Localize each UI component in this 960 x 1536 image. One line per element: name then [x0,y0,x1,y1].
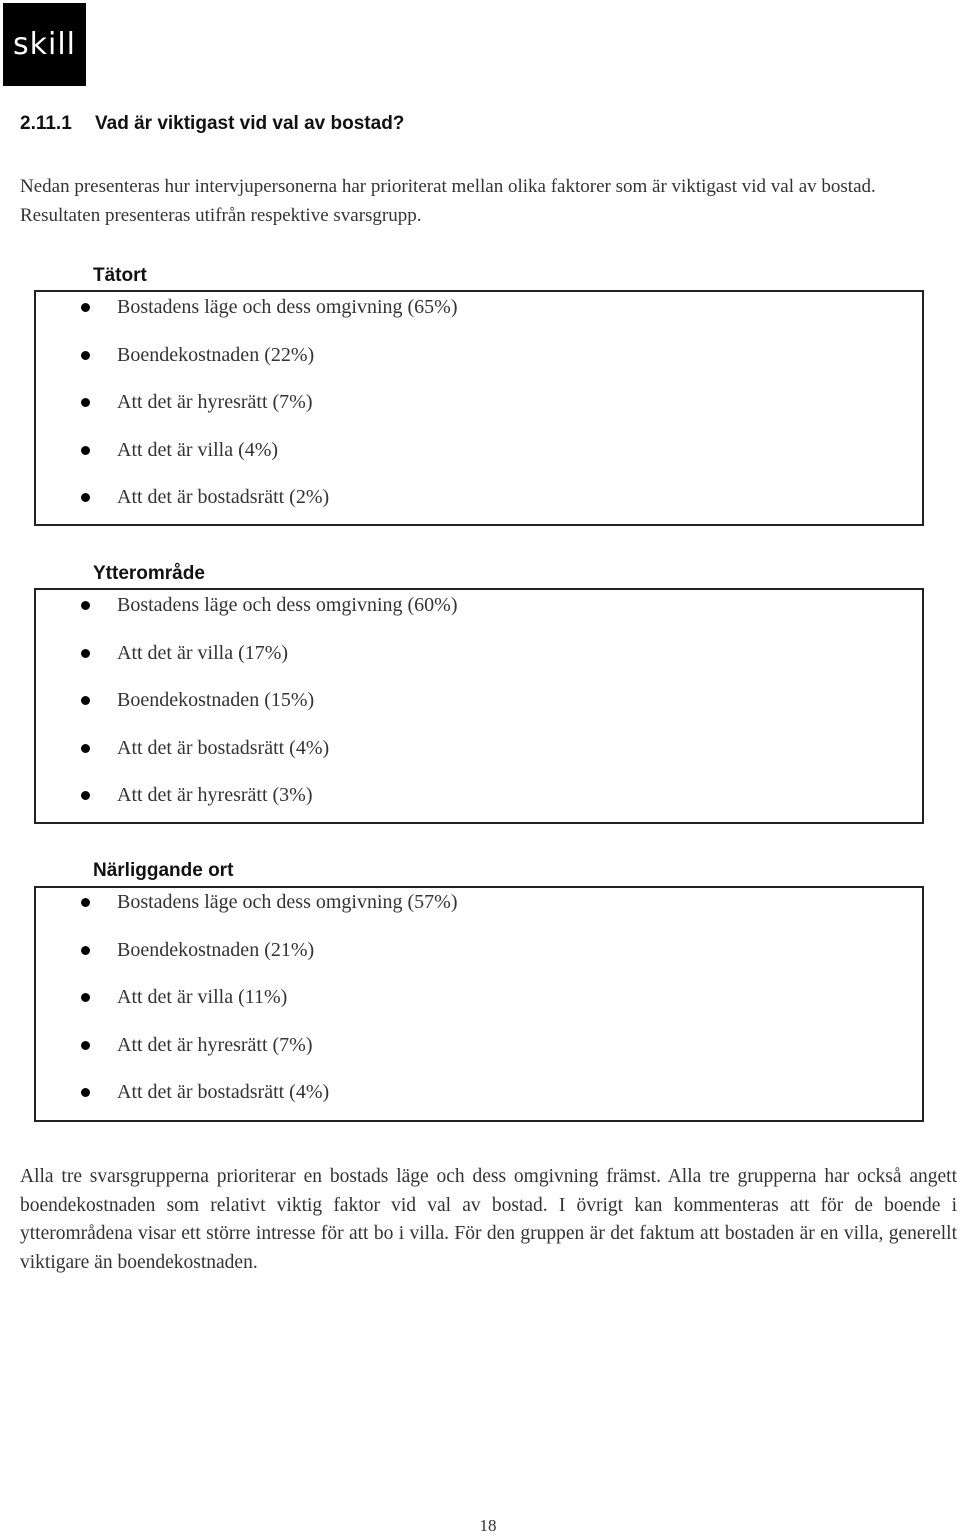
group-list-ytteromrade [0,592,458,830]
list-item-text: Att det är villa (4%) [117,438,279,461]
list-item [0,640,458,688]
group-title-tatort: Tätort [93,265,147,286]
bullet-icon [81,601,90,610]
list-item-text: Bostadens läge och dess omgivning (57%) [117,891,458,913]
list-item [0,889,458,937]
bullet-icon [81,649,90,658]
group-list-tatort [0,294,458,532]
page-number: 18 [479,1516,497,1535]
company-logo [3,3,86,86]
list-item [0,687,458,735]
bullet-icon [81,993,90,1002]
list-item-text: Boendekostnaden (15%) [117,689,315,711]
list-item [0,294,458,342]
list-item-text: Att det är hyresrätt (7%) [117,391,313,413]
list-item [0,437,458,485]
section-number: 2.11.1 [20,113,72,134]
list-item-text: Att det är bostadsrätt (4%) [117,1081,330,1103]
section-heading [20,113,404,135]
bullet-icon [81,696,90,705]
list-item [0,1079,458,1127]
bullet-icon [81,1088,90,1097]
bullet-icon [81,446,90,455]
list-item [0,984,458,1032]
intro-paragraph: Nedan presenteras hur intervjupersonerna har prioriterat mellan olika faktorer som är viktigast vid val av bostad. Resultaten presenteras utifrån respektive svarsgrupp. [20,176,876,226]
bullet-icon [81,898,90,907]
list-item-text: Att det är hyresrätt (7%) [117,1033,313,1056]
group-title-ytteromrade: Ytterområde [93,563,205,584]
list-item-text: Boendekostnaden (21%) [117,938,315,961]
list-item-text: Att det är villa (11%) [117,986,288,1008]
bullet-icon [81,351,90,360]
bullet-icon [81,946,90,955]
bullet-icon [81,791,90,800]
list-item [0,484,458,532]
logo-text: skill [12,27,76,62]
bullet-icon [81,398,90,407]
group-title-narliggande-ort: Närliggande ort [93,860,234,881]
list-item [0,1032,458,1080]
list-item [0,782,458,830]
list-item-text: Att det är bostadsrätt (4%) [117,736,330,759]
section-title: Vad är viktigast vid val av bostad? [95,113,405,134]
bullet-icon [81,303,90,312]
list-item [0,937,458,985]
list-item [0,735,458,783]
list-item [0,389,458,437]
summary-paragraph: Alla tre svarsgrupperna prioriterar en bostads läge och dess omgivning främst. Alla tre grupperna har också angett boendekostnaden som relativt viktig faktor vid val av bostad. I övrigt kan kommenteras att för de boende i ytterområdena visar ett större intresse för att bo i villa. För den gruppen är det faktum att bostaden är en villa, generellt viktigare än boendekostnaden. [20,1166,957,1273]
bullet-icon [81,493,90,502]
list-item-text: Bostadens läge och dess omgivning (60%) [117,594,458,616]
list-item-text: Att det är hyresrätt (3%) [117,784,313,806]
list-item-text: Bostadens läge och dess omgivning (65%) [117,296,458,318]
bullet-icon [81,744,90,753]
list-item [0,342,458,390]
bullet-icon [81,1041,90,1050]
list-item [0,592,458,640]
list-item-text: Att det är bostadsrätt (2%) [117,486,330,508]
list-item-text: Boendekostnaden (22%) [117,343,315,366]
list-item-text: Att det är villa (17%) [117,641,289,664]
group-list-narliggande-ort [0,889,458,1127]
